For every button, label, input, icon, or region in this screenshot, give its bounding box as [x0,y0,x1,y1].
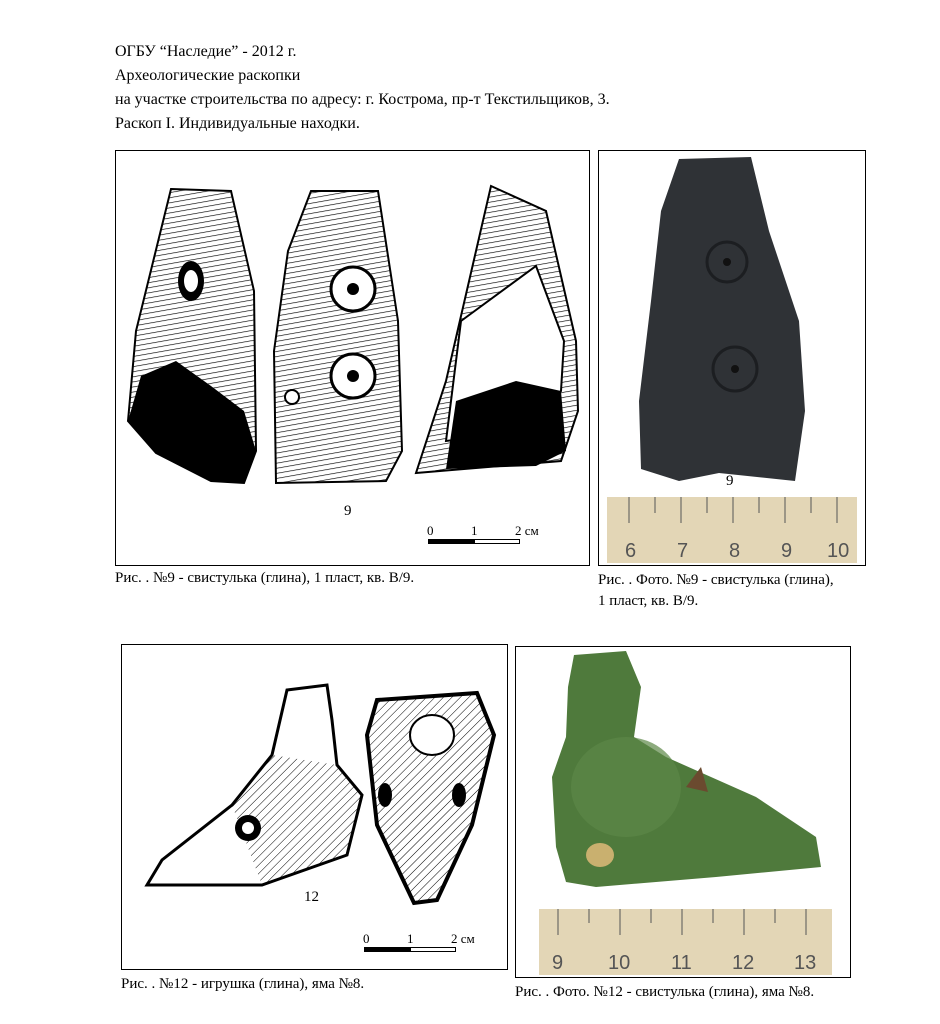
fig12-ruler-9: 9 [552,952,564,974]
fig12-drawing-svg [122,645,507,969]
fig9-ruler-8: 8 [729,540,741,562]
fig12-ruler-10: 10 [608,952,631,974]
fig9-scale-bar [428,539,520,544]
fig9-scale-2: 2 см [515,523,539,538]
header-title: Археологические раскопки [115,67,301,84]
fig9-photo-svg [599,151,865,565]
fig9-photo-number: 9 [726,473,734,489]
document-header [115,40,610,136]
fig12-photo-panel [515,646,851,978]
fig9-side-view-left [128,189,256,483]
fig9-front-view [274,191,402,483]
fig12-scale-2: 2 см [451,931,475,946]
fig12-side-view [147,685,362,885]
fig12-ruler-12: 12 [732,952,755,974]
fig9-ruler-9: 9 [781,540,793,562]
whistle-photo-object [639,157,805,481]
fig12-scale-bar [364,947,456,952]
fig9-ruler-6: 6 [625,540,637,562]
fig9-drawing-number: 9 [344,503,352,519]
fig9-scale-1: 1 [471,523,478,538]
fig12-scale-white [410,947,456,952]
fig12-scale-0: 0 [363,931,370,946]
fig9-drawing-caption: Рис. . №9 - свистулька (глина), 1 пласт, кв. В/9. [115,570,415,586]
fig9-ruler-10: 10 [827,540,850,562]
fig9-scale-black [428,539,474,544]
fig9-drawing-svg [116,151,589,565]
fig9-side-view-right [416,186,578,473]
fig12-drawing-caption: Рис. . №12 - игрушка (глина), яма №8. [121,976,365,992]
header-org: ОГБУ “Наследие” - 2012 г. [115,43,297,60]
fig12-drawing-panel [121,644,508,970]
fig12-drawing-number: 12 [304,889,319,905]
fig9-photo-caption-1: Рис. . Фото. №9 - свистулька (глина), [598,572,834,588]
fig12-ruler-11: 11 [671,952,692,974]
fig9-ruler-7: 7 [677,540,689,562]
header-section: Раскоп I. Индивидуальные находки. [115,115,360,132]
fig12-photo-caption: Рис. . Фото. №12 - свистулька (глина), яма №8. [515,984,815,1000]
fig9-scale-white [474,539,520,544]
fig9-drawing-panel [115,150,590,566]
fig12-front-view [367,693,494,903]
fig9-photo-caption-2: 1 пласт, кв. В/9. [598,593,699,609]
fig12-scale-1: 1 [407,931,414,946]
fig12-photo-svg [516,647,850,977]
fig9-photo-panel [598,150,866,566]
fig12-ruler-13: 13 [794,952,817,974]
fig12-scale-black [364,947,410,952]
header-address: на участке строительства по адресу: г. Кострома, пр-т Текстильщиков, 3. [115,91,610,108]
fig9-scale-0: 0 [427,523,434,538]
